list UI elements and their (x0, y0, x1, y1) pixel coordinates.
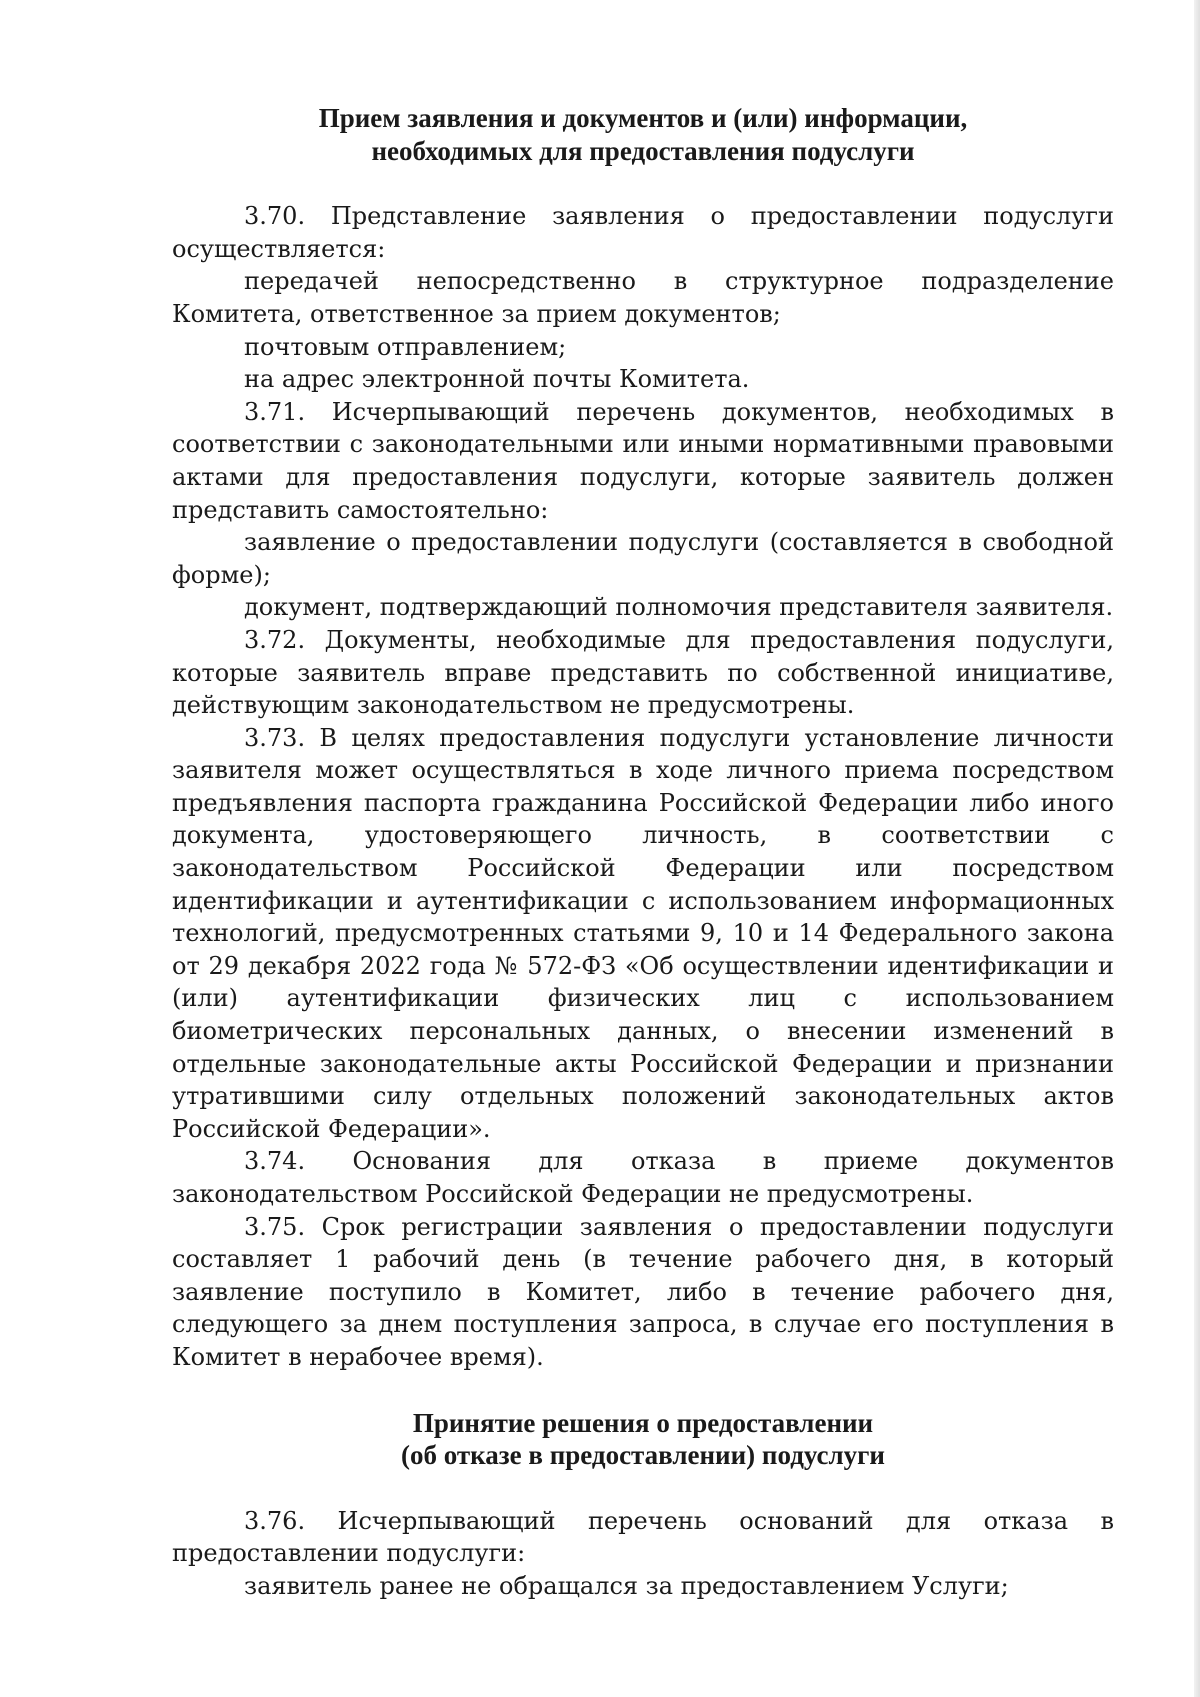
list-item-email: на адрес электронной почты Комитета. (244, 365, 750, 394)
paragraph-3-76: 3.76. Исчерпывающий перечень оснований для отказа в предоставлении подуслуги: (172, 1506, 1114, 1568)
heading-line: Прием заявления и документов и (или) информации, (318, 103, 968, 133)
heading-line: необходимых для предоставления подуслуги (371, 135, 915, 166)
list-item-postal: почтовым отправлением; (244, 332, 567, 361)
paragraph-3-70: 3.70. Представление заявления о предоставлении подуслуги осуществляется: (172, 202, 1114, 263)
paragraph-3-72: 3.72. Документы, необходимые для предоставления подуслуги, которые заявитель вправе представить по собственной инициативе, действующим законодательством не предусмотрены. (172, 625, 1114, 720)
heading-line: (об отказе в предоставлении) подуслуги (401, 1440, 885, 1471)
section-heading-reception (172, 102, 1114, 167)
list-item-authority-document: документ, подтверждающий полномочия представителя заявителя. (244, 593, 1114, 622)
list-item-application: заявление о предоставлении подуслуги (составляется в свободной форме); (172, 528, 1114, 589)
section-heading-decision (172, 1407, 1114, 1472)
paragraph-3-71: 3.71. Исчерпывающий перечень документов, необходимых в соответствии с законодательными или иными нормативными правовыми актами для предоставления подуслуги, которые заявитель должен представить самостоятельно: (172, 397, 1114, 524)
list-item-direct-submission: передачей непосредственно в структурное подразделение Комитета, ответственное за прием документов; (172, 267, 1114, 328)
heading-line: Принятие решения о предоставлении (412, 1407, 874, 1438)
paragraph-3-73: 3.73. В целях предоставления подуслуги установление личности заявителя может осуществляться в ходе личного приема посредством предъявления паспорта гражданина Российской Федерации либо иного документа, удостоверяющего личность, в соответствии с законодательством Российской Федерации или посредством идентификации и аутентификации с использованием информационных технологий, предусмотренных статьями 9, 10 и 14 Федерального закона от 29 декабря 2022 года № 572-ФЗ «Об осуществлении идентификации и (или) аутентификации физических лиц с использованием биометрических персональных данных, о внесении изменений в отдельные законодательные акты Российской Федерации и признании утратившими силу отдельных положений законодательных актов Российской Федерации». (172, 723, 1114, 1143)
paragraph-3-74: 3.74. Основания для отказа в приеме документов законодательством Российской Федерации не предусмотрены. (172, 1147, 1114, 1208)
page-edge (1194, 0, 1200, 1697)
document-body (172, 102, 1114, 1603)
paragraph-3-75: 3.75. Срок регистрации заявления о предоставлении подуслуги составляет 1 рабочий день (в течение рабочего дня, в который заявление поступило в Комитет, либо в течение рабочего дня, следующего за днем поступления запроса, в случае его поступления в Комитет в нерабочее время). (172, 1212, 1114, 1371)
list-item-no-prior-request: заявитель ранее не обращался за предоставлением Услуги; (244, 1571, 1009, 1600)
